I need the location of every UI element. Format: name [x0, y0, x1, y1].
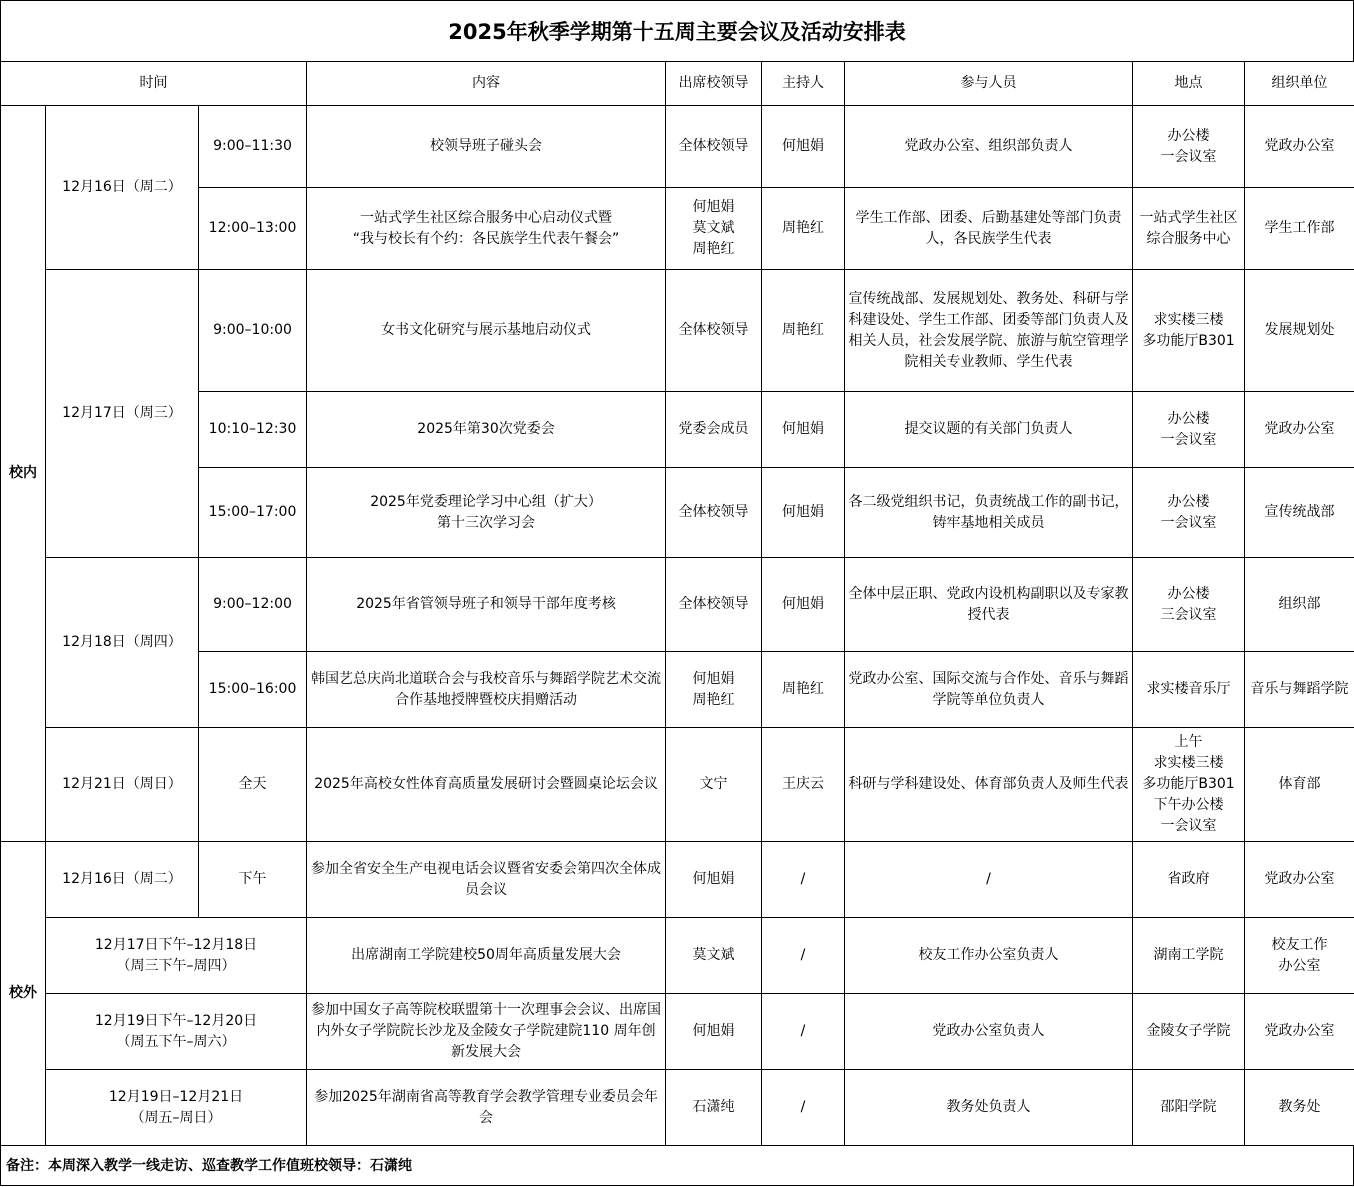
content-cell: 出席湖南工学院建校50周年高质量发展大会: [307, 918, 666, 994]
location-cell: 求实楼三楼 多功能厅B301: [1133, 270, 1245, 392]
time-cell: 下午: [199, 842, 307, 918]
organizer-cell: 教务处: [1245, 1070, 1354, 1146]
date-cell: 12月17日下午–12月18日 （周三下午–周四）: [46, 918, 307, 994]
content-cell: 参加全省安全生产电视电话会议暨省安委会第四次全体成员会议: [307, 842, 666, 918]
organizer-cell: 党政办公室: [1245, 994, 1354, 1070]
leader-cell: 石潇纯: [666, 1070, 762, 1146]
leader-cell: 何旭娟: [666, 994, 762, 1070]
participants-cell: 党政办公室负责人: [845, 994, 1133, 1070]
table-row: [1, 558, 1354, 652]
content-cell: 一站式学生社区综合服务中心启动仪式暨 “我与校长有个约：各民族学生代表午餐会”: [307, 188, 666, 270]
organizer-cell: 校友工作 办公室: [1245, 918, 1354, 994]
table-row: [1, 994, 1354, 1070]
host-cell: 周艳红: [762, 188, 845, 270]
content-cell: 女书文化研究与展示基地启动仪式: [307, 270, 666, 392]
date-cell: 12月16日（周二）: [46, 106, 199, 270]
organizer-cell: 党政办公室: [1245, 842, 1354, 918]
content-cell: 2025年第30次党委会: [307, 392, 666, 468]
time-cell: 9:00–12:00: [199, 558, 307, 652]
date-cell: 12月19日下午–12月20日 （周五下午–周六）: [46, 994, 307, 1070]
participants-cell: 全体中层正职、党政内设机构副职以及专家教授代表: [845, 558, 1133, 652]
organizer-cell: 体育部: [1245, 728, 1354, 842]
location-cell: 求实楼音乐厅: [1133, 652, 1245, 728]
participants-cell: /: [845, 842, 1133, 918]
organizer-cell: 音乐与舞蹈学院: [1245, 652, 1354, 728]
leader-cell: 全体校领导: [666, 106, 762, 188]
table-row: [1, 728, 1354, 842]
date-cell: 12月18日（周四）: [46, 558, 199, 728]
section-external: 校外: [1, 842, 46, 1146]
host-cell: /: [762, 994, 845, 1070]
host-cell: 何旭娟: [762, 106, 845, 188]
organizer-cell: 学生工作部: [1245, 188, 1354, 270]
leader-cell: 全体校领导: [666, 558, 762, 652]
date-cell: 12月19日–12月21日 （周五–周日）: [46, 1070, 307, 1146]
location-cell: 办公楼 一会议室: [1133, 468, 1245, 558]
content-cell: 参加2025年湖南省高等教育学会教学管理专业委员会年会: [307, 1070, 666, 1146]
leader-cell: 何旭娟: [666, 842, 762, 918]
table-row: [1, 106, 1354, 188]
organizer-cell: 宣传统战部: [1245, 468, 1354, 558]
host-cell: 王庆云: [762, 728, 845, 842]
location-cell: 办公楼 一会议室: [1133, 106, 1245, 188]
host-cell: 周艳红: [762, 270, 845, 392]
content-cell: 韩国艺总庆尚北道联合会与我校音乐与舞蹈学院艺术交流合作基地授牌暨校庆捐赠活动: [307, 652, 666, 728]
header-location: 地点: [1133, 62, 1245, 106]
time-cell: 9:00–10:00: [199, 270, 307, 392]
location-cell: 一站式学生社区综合服务中心: [1133, 188, 1245, 270]
organizer-cell: 党政办公室: [1245, 106, 1354, 188]
table-row: [1, 1070, 1354, 1146]
footer-note: [0, 1145, 1354, 1186]
content-cell: 参加中国女子高等院校联盟第十一次理事会会议、出席国内外女子学院院长沙龙及金陵女子学院建院110 周年创新发展大会: [307, 994, 666, 1070]
participants-cell: 提交议题的有关部门负责人: [845, 392, 1133, 468]
participants-cell: 党政办公室、组织部负责人: [845, 106, 1133, 188]
location-cell: 邵阳学院: [1133, 1070, 1245, 1146]
header-leader: 出席校领导: [666, 62, 762, 106]
table-row: [1, 918, 1354, 994]
time-cell: 全天: [199, 728, 307, 842]
location-cell: 办公楼 三会议室: [1133, 558, 1245, 652]
content-cell: 2025年高校女性体育高质量发展研讨会暨圆桌论坛会议: [307, 728, 666, 842]
content-cell: 校领导班子碰头会: [307, 106, 666, 188]
location-cell: 办公楼 一会议室: [1133, 392, 1245, 468]
host-cell: 何旭娟: [762, 392, 845, 468]
time-cell: 10:10–12:30: [199, 392, 307, 468]
leader-cell: 党委会成员: [666, 392, 762, 468]
participants-cell: 各二级党组织书记，负责统战工作的副书记，铸牢基地相关成员: [845, 468, 1133, 558]
organizer-cell: 党政办公室: [1245, 392, 1354, 468]
table-row: [1, 270, 1354, 392]
date-cell: 12月17日（周三）: [46, 270, 199, 558]
time-cell: 15:00–17:00: [199, 468, 307, 558]
header-host: 主持人: [762, 62, 845, 106]
leader-cell: 莫文斌: [666, 918, 762, 994]
location-cell: 湖南工学院: [1133, 918, 1245, 994]
schedule-table: [0, 61, 1354, 1146]
organizer-cell: 组织部: [1245, 558, 1354, 652]
leader-cell: 何旭娟 周艳红: [666, 652, 762, 728]
header-participants: 参与人员: [845, 62, 1133, 106]
content-cell: 2025年省管领导班子和领导干部年度考核: [307, 558, 666, 652]
content-cell: 2025年党委理论学习中心组（扩大） 第十三次学习会: [307, 468, 666, 558]
table-row: [1, 652, 1354, 728]
host-cell: 何旭娟: [762, 468, 845, 558]
participants-cell: 科研与学科建设处、体育部负责人及师生代表: [845, 728, 1133, 842]
date-cell: 12月16日（周二）: [46, 842, 199, 918]
time-cell: 12:00–13:00: [199, 188, 307, 270]
host-cell: 周艳红: [762, 652, 845, 728]
note-text: 备注：本周深入教学一线走访、巡查教学工作值班校领导：石潇纯: [6, 1158, 412, 1174]
table-row: [1, 392, 1354, 468]
participants-cell: 党政办公室、国际交流与合作处、音乐与舞蹈学院等单位负责人: [845, 652, 1133, 728]
leader-cell: 何旭娟 莫文斌 周艳红: [666, 188, 762, 270]
participants-cell: 学生工作部、团委、后勤基建处等部门负责人，各民族学生代表: [845, 188, 1133, 270]
time-cell: 15:00–16:00: [199, 652, 307, 728]
header-organizer: 组织单位: [1245, 62, 1354, 106]
leader-cell: 文宁: [666, 728, 762, 842]
organizer-cell: 发展规划处: [1245, 270, 1354, 392]
location-cell: 上午 求实楼三楼 多功能厅B301 下午办公楼 一会议室: [1133, 728, 1245, 842]
header-row: [1, 62, 1354, 106]
leader-cell: 全体校领导: [666, 468, 762, 558]
section-internal: 校内: [1, 106, 46, 842]
host-cell: 何旭娟: [762, 558, 845, 652]
host-cell: /: [762, 1070, 845, 1146]
host-cell: /: [762, 842, 845, 918]
time-cell: 9:00–11:30: [199, 106, 307, 188]
page-title: 2025年秋季学期第十五周主要会议及活动安排表: [0, 0, 1354, 61]
header-time: 时间: [1, 62, 307, 106]
header-content: 内容: [307, 62, 666, 106]
location-cell: 省政府: [1133, 842, 1245, 918]
table-row: [1, 188, 1354, 270]
date-cell: 12月21日（周日）: [46, 728, 199, 842]
leader-cell: 全体校领导: [666, 270, 762, 392]
table-row: [1, 842, 1354, 918]
participants-cell: 教务处负责人: [845, 1070, 1133, 1146]
location-cell: 金陵女子学院: [1133, 994, 1245, 1070]
host-cell: /: [762, 918, 845, 994]
table-row: [1, 468, 1354, 558]
participants-cell: 宣传统战部、发展规划处、教务处、科研与学科建设处、学生工作部、团委等部门负责人及相关人员，社会发展学院、旅游与航空管理学院相关专业教师、学生代表: [845, 270, 1133, 392]
participants-cell: 校友工作办公室负责人: [845, 918, 1133, 994]
